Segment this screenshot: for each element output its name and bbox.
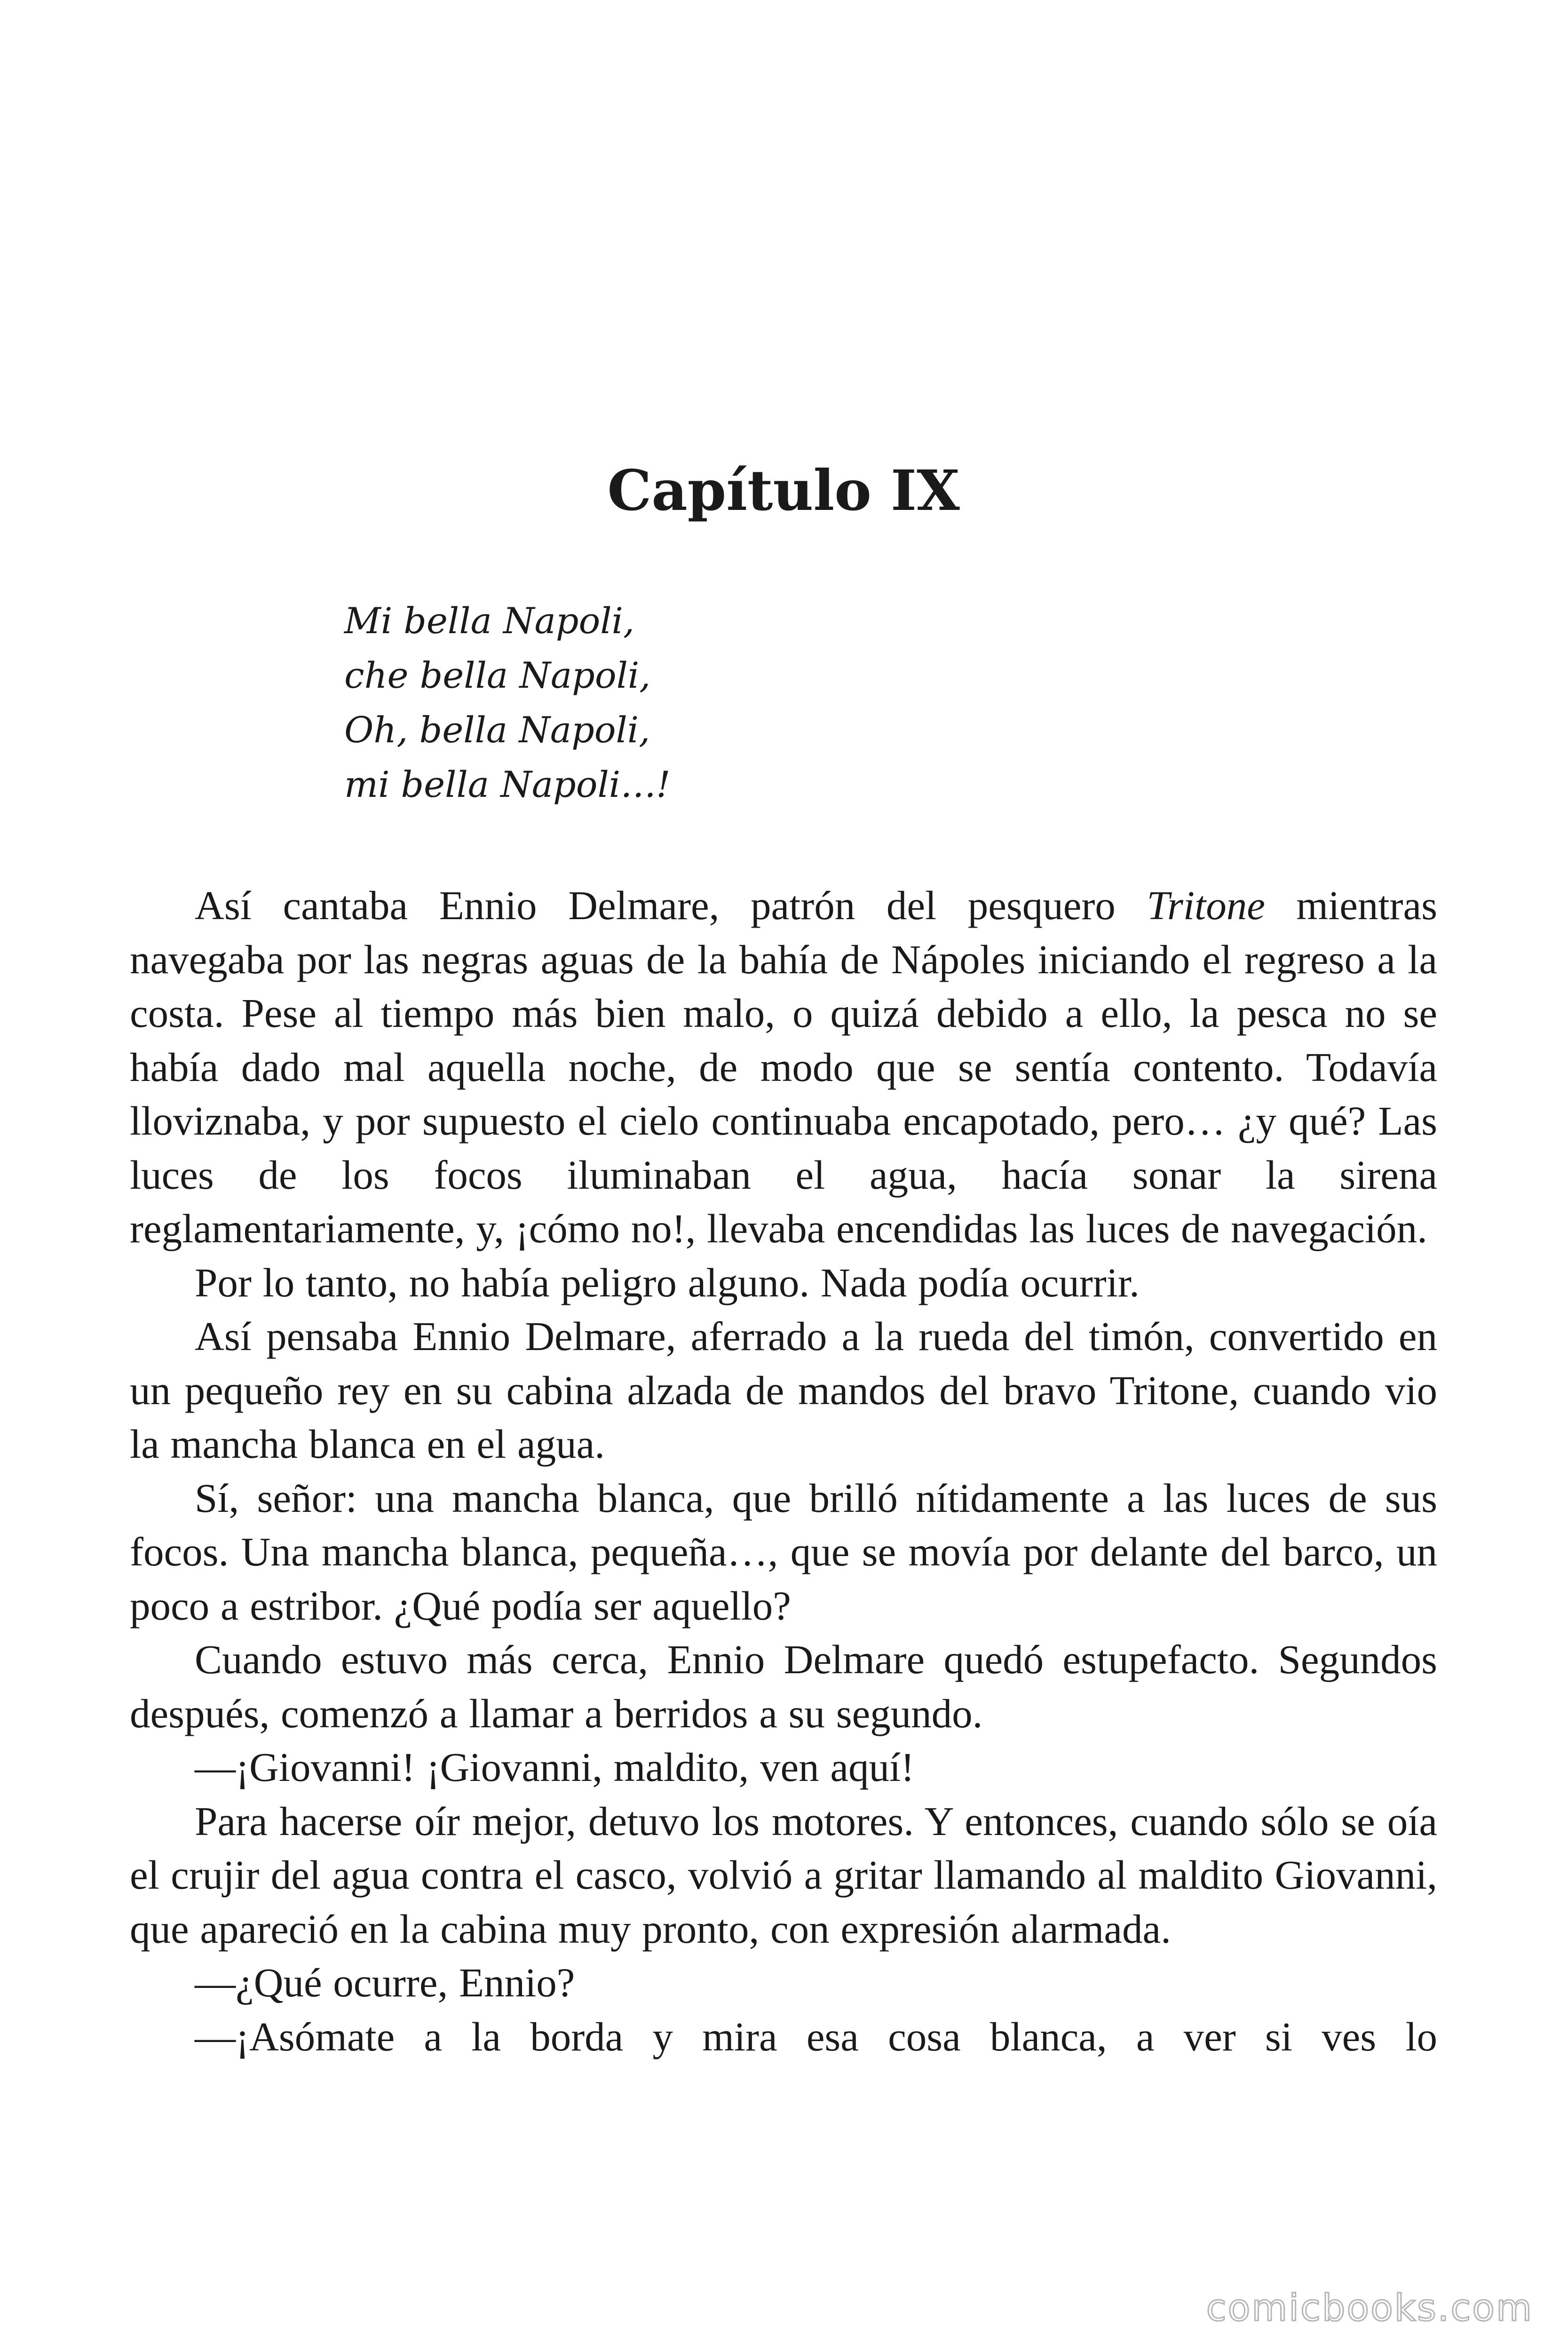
dialogue-line: —¡Asómate a la borda y mira esa cosa blanca, a ver si ves lo [195, 2013, 1437, 2059]
chapter-title: Capítulo IX [607, 458, 960, 523]
paragraph [130, 879, 1437, 1256]
paragraph: Así pensaba Ennio Delmare, aferrado a la rueda del timón, convertido en un pequeño rey en su cabina alzada de mandos del bravo Tritone, cuando vio la mancha blanca en el agua. [130, 1313, 1437, 1467]
dialogue-line: —¿Qué ocurre, Ennio? [195, 1960, 575, 2005]
book-page [130, 0, 1437, 2352]
epigraph-line: Oh, bella Napoli, [344, 709, 650, 751]
paragraph: Por lo tanto, no había peligro alguno. Nada podía ocurrir. [195, 1259, 1140, 1305]
paragraph-text: Así cantaba Ennio Delmare, patrón del pesquero [195, 882, 1147, 928]
paragraph: Para hacerse oír mejor, detuvo los motores. Y entonces, cuando sólo se oía el crujir del agua contra el casco, volvió a gritar llamando al maldito Giovanni, que apareció en la cabina muy pronto, con expresión alarmada. [130, 1798, 1437, 1952]
dialogue-line: —¡Giovanni! ¡Giovanni, maldito, ven aquí! [195, 1744, 915, 1790]
epigraph-line: mi bella Napoli…! [344, 763, 671, 805]
ship-name-emphasis: Tritone [1147, 882, 1265, 928]
watermark: comicbooks.com [1206, 2287, 1533, 2329]
chapter-body [130, 879, 1437, 2064]
epigraph-line: Mi bella Napoli, [344, 600, 634, 642]
epigraph-line: che bella Napoli, [344, 654, 651, 696]
paragraph: Sí, señor: una mancha blanca, que brilló nítidamente a las luces de sus focos. Una mancha blanca, pequeña…, que se movía por delante del barco, un poco a estribor. ¿Qué podía ser aquello? [130, 1475, 1437, 1629]
paragraph: Cuando estuvo más cerca, Ennio Delmare quedó estupefacto. Segundos después, comenzó a llamar a berridos a su segundo. [130, 1637, 1437, 1736]
epigraph [344, 594, 671, 812]
paragraph-text: mientras navegaba por las negras aguas de la bahía de Nápoles iniciando el regreso a la costa. Pese al tiempo más bien malo, o quizá debido a ello, la pesca no se había dado mal aquella noche, de modo que se sentía contento. Todavía lloviznaba, y por supuesto el cielo continuaba encapotado, pero… ¿y qué? Las luces de los focos iluminaban el agua, hacía sonar la sirena reglamentariamente, y, ¡cómo no!, llevaba encendidas las luces de navegación. [130, 882, 1437, 1251]
